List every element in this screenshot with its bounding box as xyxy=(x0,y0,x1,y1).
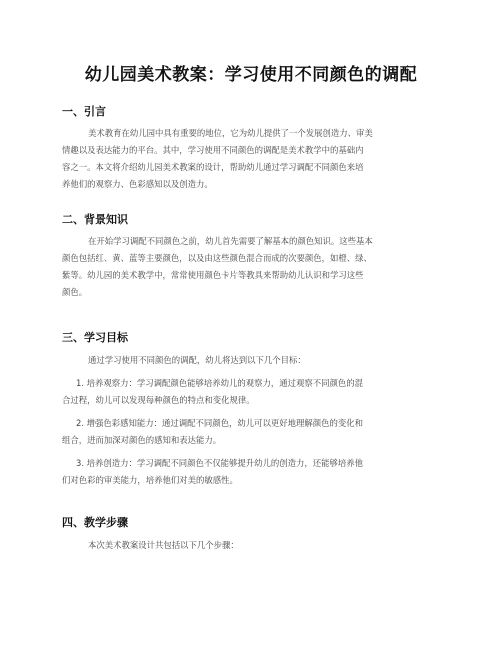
paragraph-line: 2. 增强色彩感知能力：通过调配不同颜色，幼儿可以更好地理解颜色的变化和 xyxy=(76,418,364,428)
paragraph-line: 们对色彩的审美能力，培养他们对美的敏感性。 xyxy=(62,475,238,485)
paragraph-line: 颜色。 xyxy=(62,287,88,297)
paragraph xyxy=(62,125,442,193)
paragraph xyxy=(62,537,442,554)
paragraph xyxy=(62,352,442,369)
paragraph-line: 3. 培养创造力：学习调配不同颜色不仅能够提升幼儿的创造力，还能够培养他 xyxy=(76,458,364,468)
paragraph xyxy=(62,233,442,301)
list-item xyxy=(62,415,442,449)
section-heading-intro: 一、引言 xyxy=(62,105,106,118)
paragraph-line: 紫等。幼儿园的美术教学中，常常使用颜色卡片等教具来帮助幼儿认识和学习这些 xyxy=(62,270,364,280)
paragraph-line: 美术教育在幼儿园中具有重要的地位，它为幼儿提供了一个发展创造力、审美 xyxy=(88,128,373,138)
list-item xyxy=(62,375,442,409)
paragraph-line: 养他们的观察力、色彩感知以及创造力。 xyxy=(62,179,213,189)
paragraph-line: 通过学习使用不同颜色的调配，幼儿将达到以下几个目标： xyxy=(88,355,306,365)
section-heading-goals: 三、学习目标 xyxy=(62,331,128,344)
paragraph-line: 本次美术教案设计共包括以下几个步骤： xyxy=(88,540,239,550)
paragraph-line: 合过程，幼儿可以发现每种颜色的特点和变化规律。 xyxy=(62,395,255,405)
paragraph-line: 情趣以及表达能力的平台。其中，学习使用不同颜色的调配是美术教学中的基础内 xyxy=(62,145,364,155)
paragraph-line: 在开始学习调配不同颜色之前，幼儿首先需要了解基本的颜色知识。这些基本 xyxy=(88,236,373,246)
paragraph-line: 组合，进而加深对颜色的感知和表达能力。 xyxy=(62,435,222,445)
list-item xyxy=(62,455,442,489)
paragraph-line: 容之一。本文将介绍幼儿园美术教案的设计，帮助幼儿通过学习调配不同颜色来培 xyxy=(62,162,364,172)
page-title: 幼儿园美术教案：学习使用不同颜色的调配 xyxy=(84,65,418,85)
section-heading-steps: 四、教学步骤 xyxy=(62,516,128,529)
paragraph-line: 颜色包括红、黄、蓝等主要颜色，以及由这些颜色混合而成的次要颜色，如橙、绿、 xyxy=(62,253,372,263)
section-heading-background: 二、背景知识 xyxy=(62,213,128,226)
paragraph-line: 1. 培养观察力：学习调配颜色能够培养幼儿的观察力，通过观察不同颜色的混 xyxy=(76,378,364,388)
